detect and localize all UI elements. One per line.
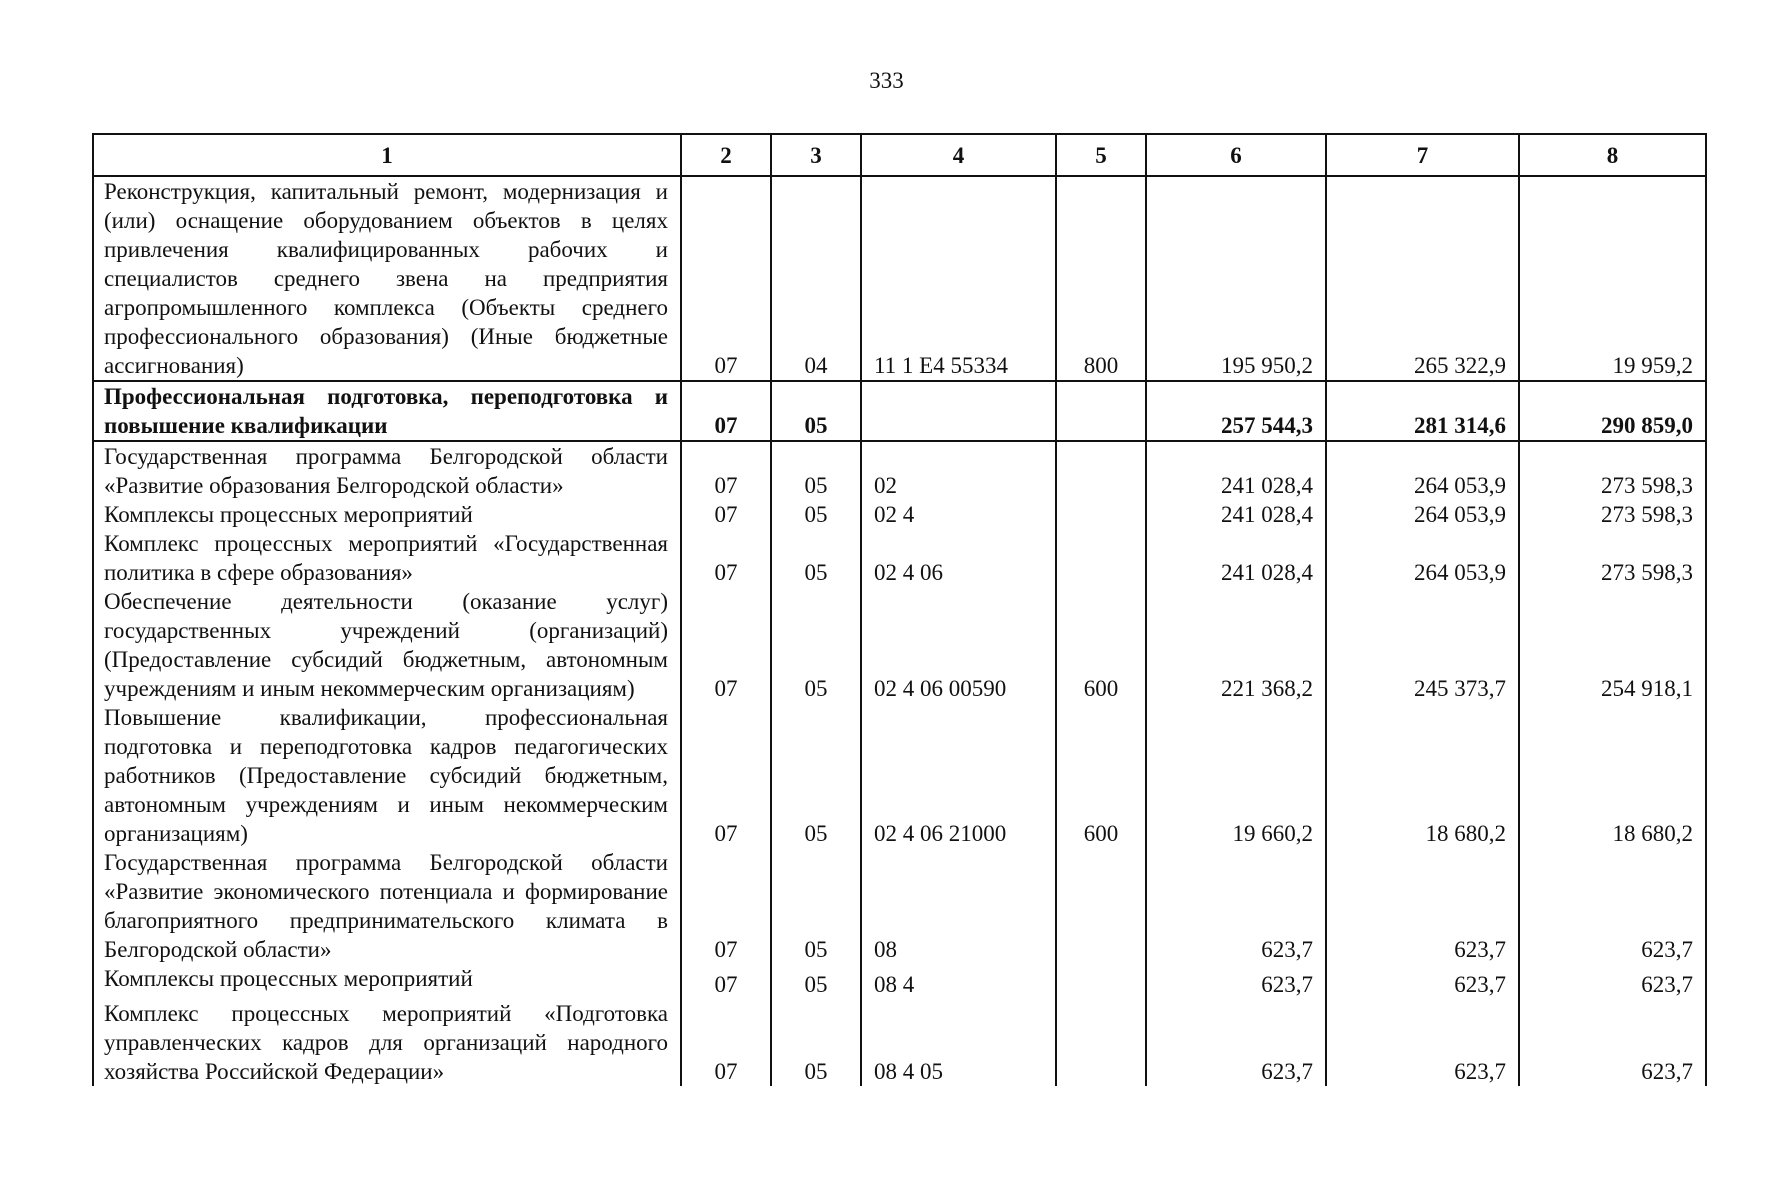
row-amount-year2: 281 314,6 <box>1326 381 1519 441</box>
row-section: 07 <box>681 176 771 381</box>
row-amount-year1: 241 028,4 <box>1146 500 1326 529</box>
row-target: 11 1 Е4 55334 <box>861 176 1056 381</box>
row-amount-year3: 273 598,3 <box>1519 500 1706 529</box>
table-row-section-total <box>93 381 1706 441</box>
table-row <box>93 587 1706 703</box>
row-amount-year1: 241 028,4 <box>1146 441 1326 500</box>
row-amount-year3: 623,7 <box>1519 848 1706 964</box>
row-expense-type: 600 <box>1056 587 1146 703</box>
header-col-8: 8 <box>1519 134 1706 176</box>
header-col-3: 3 <box>771 134 861 176</box>
row-target: 02 4 06 <box>861 529 1056 587</box>
row-section: 07 <box>681 587 771 703</box>
row-name: Комплекс процессных мероприятий «Подготовка управленческих кадров для организаций народного хозяйства Российской Федерации» <box>93 999 681 1086</box>
row-amount-year2: 264 053,9 <box>1326 529 1519 587</box>
row-amount-year1: 195 950,2 <box>1146 176 1326 381</box>
row-expense-type <box>1056 999 1146 1086</box>
row-expense-type: 800 <box>1056 176 1146 381</box>
row-subsection: 05 <box>771 529 861 587</box>
row-amount-year1: 623,7 <box>1146 964 1326 999</box>
table-row <box>93 848 1706 964</box>
row-amount-year2: 245 373,7 <box>1326 587 1519 703</box>
header-col-4: 4 <box>861 134 1056 176</box>
header-col-7: 7 <box>1326 134 1519 176</box>
row-amount-year1: 257 544,3 <box>1146 381 1326 441</box>
row-section: 07 <box>681 529 771 587</box>
row-amount-year1: 19 660,2 <box>1146 703 1326 848</box>
row-section: 07 <box>681 848 771 964</box>
row-amount-year2: 264 053,9 <box>1326 441 1519 500</box>
row-expense-type: 600 <box>1056 703 1146 848</box>
row-section: 07 <box>681 441 771 500</box>
row-section: 07 <box>681 964 771 999</box>
row-amount-year2: 264 053,9 <box>1326 500 1519 529</box>
row-section: 07 <box>681 703 771 848</box>
table-row <box>93 703 1706 848</box>
row-amount-year1: 241 028,4 <box>1146 529 1326 587</box>
row-subsection: 05 <box>771 500 861 529</box>
row-name: Государственная программа Белгородской области «Развитие образования Белгородской области» <box>93 441 681 500</box>
row-target: 02 4 06 00590 <box>861 587 1056 703</box>
row-subsection: 05 <box>771 999 861 1086</box>
row-section: 07 <box>681 500 771 529</box>
row-target: 02 4 06 21000 <box>861 703 1056 848</box>
row-target <box>861 381 1056 441</box>
header-col-5: 5 <box>1056 134 1146 176</box>
row-name: Комплексы процессных мероприятий <box>93 964 681 999</box>
row-amount-year1: 623,7 <box>1146 848 1326 964</box>
header-col-2: 2 <box>681 134 771 176</box>
row-target: 08 4 05 <box>861 999 1056 1086</box>
row-amount-year3: 273 598,3 <box>1519 441 1706 500</box>
row-target: 02 <box>861 441 1056 500</box>
header-row <box>93 134 1706 176</box>
header-col-6: 6 <box>1146 134 1326 176</box>
row-section: 07 <box>681 381 771 441</box>
table-row <box>93 500 1706 529</box>
table-row <box>93 964 1706 999</box>
row-amount-year3: 623,7 <box>1519 964 1706 999</box>
row-amount-year3: 290 859,0 <box>1519 381 1706 441</box>
table-row <box>93 441 1706 500</box>
row-target: 08 <box>861 848 1056 964</box>
row-amount-year2: 265 322,9 <box>1326 176 1519 381</box>
row-amount-year3: 623,7 <box>1519 999 1706 1086</box>
row-name: Комплекс процессных мероприятий «Государственная политика в сфере образования» <box>93 529 681 587</box>
table-row <box>93 176 1706 381</box>
row-subsection: 05 <box>771 441 861 500</box>
row-amount-year2: 623,7 <box>1326 999 1519 1086</box>
row-subsection: 05 <box>771 703 861 848</box>
table-row <box>93 529 1706 587</box>
page-number: 333 <box>869 68 904 93</box>
header-col-1: 1 <box>93 134 681 176</box>
budget-table <box>92 133 1707 1086</box>
row-amount-year1: 221 368,2 <box>1146 587 1326 703</box>
row-name: Повышение квалификации, профессиональная подготовка и переподготовка кадров педагогических работников (Предоставление субсидий бюджетным, автономным учреждениям и иным некоммерческим организациям) <box>93 703 681 848</box>
row-expense-type <box>1056 848 1146 964</box>
row-expense-type <box>1056 441 1146 500</box>
row-subsection: 05 <box>771 587 861 703</box>
row-amount-year3: 19 959,2 <box>1519 176 1706 381</box>
row-expense-type <box>1056 381 1146 441</box>
row-expense-type <box>1056 500 1146 529</box>
row-subsection: 05 <box>771 848 861 964</box>
row-name: Комплексы процессных мероприятий <box>93 500 681 529</box>
row-expense-type <box>1056 964 1146 999</box>
row-amount-year1: 623,7 <box>1146 999 1326 1086</box>
row-amount-year3: 18 680,2 <box>1519 703 1706 848</box>
row-name: Государственная программа Белгородской области «Развитие экономического потенциала и формирование благоприятного предпринимательского климата в Белгородской области» <box>93 848 681 964</box>
row-name: Профессиональная подготовка, переподготовка и повышение квалификации <box>93 381 681 441</box>
row-subsection: 05 <box>771 964 861 999</box>
row-target: 08 4 <box>861 964 1056 999</box>
row-amount-year2: 623,7 <box>1326 848 1519 964</box>
row-subsection: 04 <box>771 176 861 381</box>
row-amount-year2: 18 680,2 <box>1326 703 1519 848</box>
row-name: Обеспечение деятельности (оказание услуг) государственных учреждений (организаций) (Предоставление субсидий бюджетным, автономным учреждениям и иным некоммерческим организациям) <box>93 587 681 703</box>
row-expense-type <box>1056 529 1146 587</box>
row-section: 07 <box>681 999 771 1086</box>
row-amount-year3: 254 918,1 <box>1519 587 1706 703</box>
row-amount-year2: 623,7 <box>1326 964 1519 999</box>
row-name: Реконструкция, капитальный ремонт, модернизация и (или) оснащение оборудованием объектов в целях привлечения квалифицированных рабочих и специалистов среднего звена на предприятия агропромышленного комплекса (Объекты среднего профессионального образования) (Иные бюджетные ассигнования) <box>93 176 681 381</box>
row-subsection: 05 <box>771 381 861 441</box>
table-row <box>93 999 1706 1086</box>
row-target: 02 4 <box>861 500 1056 529</box>
row-amount-year3: 273 598,3 <box>1519 529 1706 587</box>
